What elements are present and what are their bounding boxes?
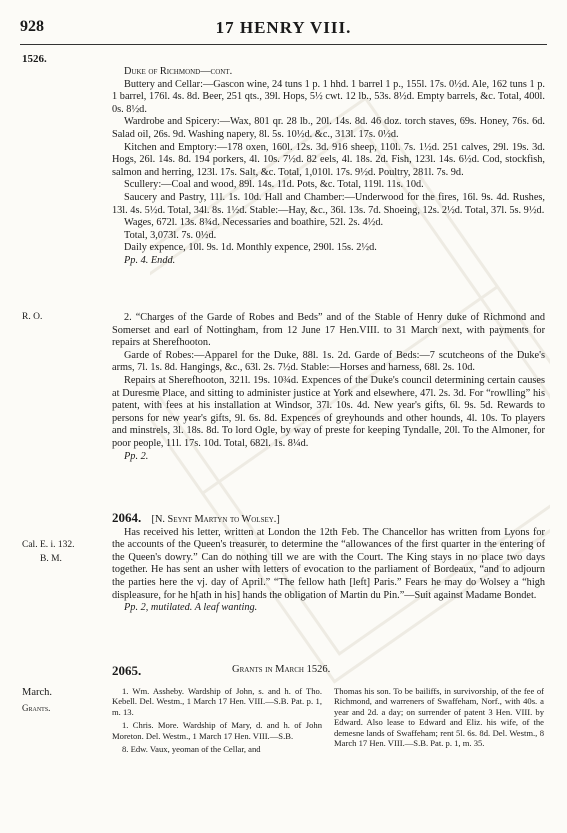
margin-year: 1526.	[22, 53, 47, 65]
paragraph: Garde of Robes:—Apparel for the Duke, 88l. 1s. 2d. Garde of Beds:—7 scutcheons of the Duke's arms, 7l. 1s. 8d. Hangings, &c., 63l. 2s. 7½d. Stable:—Horses and harness, 68l. 2s. 10d.	[112, 349, 545, 374]
paragraph: Wardrobe and Spicery:—Wax, 801 qr. 28 lb., 20l. 14s. 8d. 46 doz. torch staves, 69s. Honey, 76s. 6d. Salad oil, 26s. 9d. Washing napery, 8l. 5s. 10½d. &c., 313l. 17s. 0½d.	[112, 116, 545, 140]
running-head: 17 HENRY VIII.	[215, 18, 352, 37]
margin-ro: R. O.	[22, 312, 43, 322]
entry-2064-section	[112, 512, 545, 615]
paragraph: Wages, 672l. 13s. 8¾d. Necessaries and boathire, 52l. 2s. 4½d.	[124, 217, 384, 229]
paragraph: Repairs at Sherefhooton, 321l. 19s. 10¾d. Expences of the Duke's council determining certain causes at Duresme Place, and sitting to administer justice at York and elsewhere, 47l. 2s. 3d. For “rowlling” his patent, with fees at his installation at Windsor, 37l. 10s. 4d. New year's gifts, 6l. 9s. 5d. Rewards to persons for new year's gifts, 9l. 6s. 8d. Expences of greyhounds and other hounds, 4l. 10s. To players and minstrels, 3l. 18s. 8d. To lord Ogle, by way of preste for keeping Tyndalle, 20l. To the Almoner, for poor people, 11l. 17s. 10d. Total, 682l. 1s. 8¼d.	[112, 374, 545, 449]
document-reference: Pp. 2.	[124, 450, 149, 462]
document-reference: Pp. 2, mutilated. A leaf wanting.	[124, 602, 258, 614]
header-rule	[20, 44, 547, 45]
paragraph: Scullery:—Coal and wood, 89l. 14s. 11d. Pots, &c. Total, 119l. 11s. 10d.	[124, 179, 424, 191]
paragraph: Saucery and Pastry, 11l. 1s. 10d. Hall and Chamber:—Underwood for the fires, 16l. 9s. 4d. Rushes, 13l. 4s. 5½d. Total, 34l. 8s. 1½d. Stable:—Hay, &c., 36l. 13s. 7d. Shoeing, 12s. 2½d. Total, 37l. 5s. 9½d.	[112, 191, 545, 216]
margin-grants: Grants.	[22, 703, 51, 713]
entry-number: 2065.	[112, 663, 142, 678]
document-reference: Pp. 4. Endd.	[124, 254, 176, 266]
grant-item: 1. Wm. Assheby. Wardship of John, s. and h. of Tho. Kebell. Del. Westm., 1 March 17 Hen. VIII.—S.B. Pat. p. 1, m. 13.	[112, 686, 322, 717]
page-number: 928	[20, 18, 44, 35]
grant-item: 1. Chris. More. Wardship of Mary, d. and h. of John Moreton. Del. Westm., 1 March 17 Hen. VIII.—S.B.	[112, 720, 322, 741]
entry-title: [N. Seynt Martyn to Wolsey.]	[151, 514, 280, 525]
grant-item: 8. Edw. Vaux, yeoman of the Cellar, and	[122, 744, 261, 755]
margin-cal: Cal. E. i. 132.	[22, 540, 75, 550]
entry-number: 2064.	[112, 510, 142, 525]
grants-column-right	[334, 686, 544, 751]
grants-column-left	[112, 686, 322, 757]
grant-item: Thomas his son. To be bailiffs, in survivorship, of the fee of Richmond, and warreners of Swaffeham, Norf., with 40s. a year and 2d. a day; on surrender of patent 3 Hen. VIII. by Edward. Also lease to Edward and Eliz. his wife, of the demesne lands of Swaffeham; rent 5l. 6s. 8d. Del. Westm., 8 March 17 Hen. VIII.—S.B. Pat. p. 1, m. 35.	[334, 686, 544, 749]
grants-heading	[112, 663, 545, 679]
margin-march: March.	[22, 687, 53, 698]
entry-title: Grants in March 1526.	[232, 664, 331, 675]
margin-bm: B. M.	[40, 554, 62, 564]
paragraph: Has received his letter, written at London the 12th Feb. The Chancellor has written from Lyons for the accounts of the Queen's treasurer, to determine the “allowances of the first quarter in the entering of the Queen's dowry.” Can do nothing till we are with the Court. The King stays in no place two days together. He has sent an usher with letters of evocation to the parliament of Bordeaux, “and to adjourn the parties here the vj. day of April.” “The fellow hath [left] Paris.” Fears he may do Wolsey a “high displeasure, for he h[ath in his] hands the obligation of Martin du Pin.”—Suit against Madame Bondet.	[112, 526, 545, 601]
paragraph: 2. “Charges of the Garde of Robes and Beds” and of the Stable of Henry duke of Richmond and Somerset and earl of Nottingham, from 12 June 17 Hen.VIII. to 31 March next, with payments for repairs at Sherefhooton.	[112, 312, 545, 349]
paragraph: Kitchen and Emptory:—178 oxen, 160l. 12s. 3d. 916 sheep, 110l. 7s. 1½d. 251 calves, 29l. 19s. 3d. Hogs, 26l. 14s. 8d. 194 porkers, 4l. 10s. 7½d. 82 eels, 4l. 18s. 2d. Fish, 123l. 14s. 6½d. Cod, stockfish, salmon and herring, 123l. 17s. Salt, &c. Total, 1,010l. 17s. 9½d. Poultry, 281l. 7s. 9d.	[112, 141, 545, 178]
paragraph: Daily expence, 10l. 9s. 1d. Monthly expence, 290l. 15s. 2½d.	[124, 242, 377, 254]
page-header	[20, 12, 547, 42]
section-heading: Duke of Richmond—cont.	[124, 66, 233, 77]
entry-2-section	[112, 312, 545, 463]
paragraph: Total, 3,073l. 7s. 0½d.	[124, 229, 217, 241]
paragraph: Buttery and Cellar:—Gascon wine, 24 tuns 1 p. 1 hhd. 1 barrel 1 p., 155l. 17s. 0½d. Ale, 162 tuns 1 p. 1 barrel, 176l. 4s. 8d. Beer, 251 qts., 39l. Hops, 5½ cwt. 12 lb., 53s. 8½d. Empty barrels, &c. Total, 400l. 0s. 8½d.	[112, 78, 545, 115]
entry-heading	[112, 512, 545, 527]
richmond-section	[112, 66, 545, 268]
